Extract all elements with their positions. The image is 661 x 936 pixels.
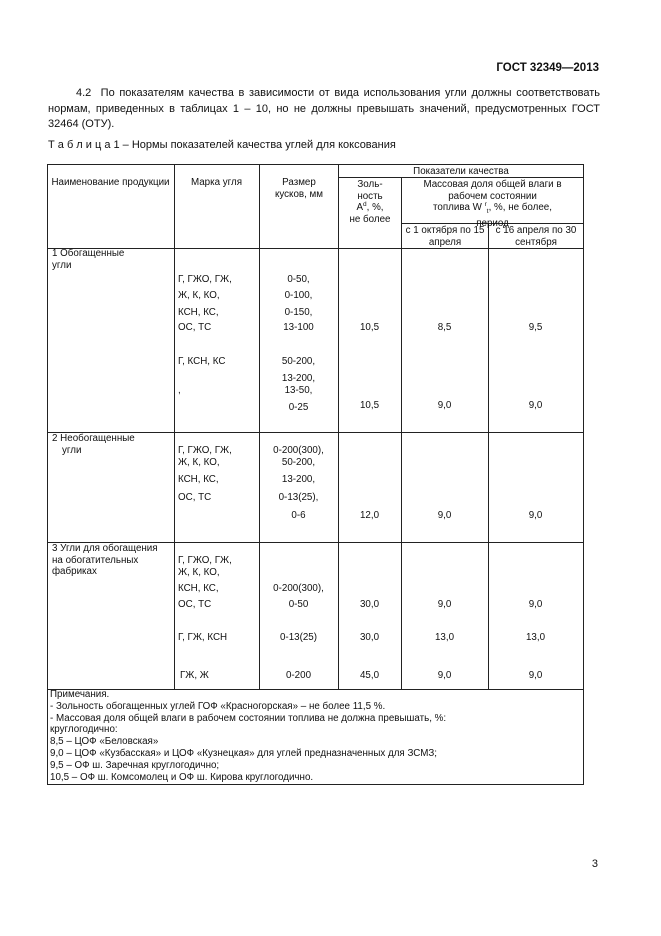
header-moisture-line4: период [476, 217, 509, 229]
header-size: Размер кусков, мм [274, 177, 324, 200]
header-moisture-line1: Массовая доля общей влаги в [423, 179, 562, 190]
paragraph-4-2 [48, 86, 600, 133]
size-cell: 50-200, [281, 356, 316, 367]
ash-cell: 30,0 [359, 599, 380, 610]
grade-cell: ОС, ТС [178, 322, 212, 333]
ash-cell: 45,0 [359, 670, 380, 681]
grade-cell: Ж, К, КО, [178, 290, 220, 301]
moisture-winter-cell: 9,0 [437, 599, 452, 610]
table-border [47, 164, 48, 785]
grade-cell: ОС, ТС [178, 492, 212, 503]
size-cell: 50-200, [281, 457, 316, 468]
ash-cell: 12,0 [359, 510, 380, 521]
grade-cell: КСН, КС, [178, 307, 219, 318]
note-line: 9,0 – ЦОФ «Кузбасская» и ЦОФ «Кузнецкая» для углей предназначенных для ЗСМЗ; [50, 747, 438, 759]
table-border [583, 164, 584, 785]
paragraph-text: По показателям качества в зависимости от вида использования угли должны соответствовать нормам, приведенных в таблицах 1 – 10, но не должны превышать значений, предусмотренных ГОСТ 32464 (ОТУ). [48, 87, 600, 130]
moisture-summer-cell: 13,0 [525, 632, 546, 643]
grade-cell: Г, ГЖО, ГЖ, [178, 555, 232, 566]
note-line: Примечания. [50, 689, 110, 700]
moisture-winter-cell: 13,0 [434, 632, 455, 643]
size-cell: 0-200(300), [273, 445, 324, 456]
size-cell: 13-200, [281, 373, 316, 384]
table-border [47, 784, 584, 785]
group-1-name: 1 Обогащенные угли [52, 248, 125, 271]
size-cell: 0-200 [285, 670, 312, 681]
grade-cell: Г, КСН, КС [178, 356, 226, 367]
moisture-winter-cell: 9,0 [437, 400, 452, 411]
note-line: 9,5 – ОФ ш. Заречная круглогодично; [50, 759, 220, 771]
grade-cell: Ж, К, КО, [178, 457, 220, 468]
size-cell: 13-100 [283, 322, 314, 333]
header-product: Наименование продукции [51, 177, 170, 188]
header-ash-line3: $A^d$, %, [356, 201, 384, 214]
note-line: - Зольность обогащенных углей ГОФ «Красногорская» – не более 11,5 %. [50, 700, 386, 712]
column-line [401, 177, 402, 689]
header-grade: Марка угля [190, 177, 243, 188]
moisture-summer-cell: 9,0 [528, 510, 543, 521]
header-quality: Показатели качества [413, 166, 509, 177]
column-line [174, 164, 175, 689]
moisture-winter-cell: 9,0 [437, 670, 452, 681]
size-cell: 0-6 [291, 510, 306, 521]
page-number: 3 [591, 858, 598, 870]
header-ash [339, 179, 401, 225]
note-line: 10,5 – ОФ ш. Комсомолец и ОФ ш. Кирова круглогодично. [50, 771, 314, 783]
grade-cell: ОС, ТС [178, 599, 212, 610]
size-cell: 0-100, [284, 290, 313, 301]
table-caption: Т а б л и ц а 1 – Нормы показателей качества углей для коксования [48, 139, 396, 151]
group-2-name: 2 Необогащенные угли [52, 433, 135, 456]
moisture-summer-cell: 9,5 [528, 322, 543, 333]
size-cell: 13-200, [281, 474, 316, 485]
ash-cell: 10,5 [359, 322, 380, 333]
table-border [47, 164, 584, 165]
moisture-summer-cell: 9,0 [528, 670, 543, 681]
grade-cell: Г, ГЖО, ГЖ, [178, 274, 232, 285]
quality-norms-table [47, 164, 584, 785]
moisture-winter-cell: 8,5 [437, 322, 452, 333]
header-period-1: с 1 октября по 15 апреля [405, 225, 485, 248]
group-3-name: 3 Угли для обогащения на обогатительных фабриках [52, 543, 158, 578]
size-cell: 0-25 [288, 402, 309, 413]
header-moisture-line3: топлива W $^r_t$, %, не более, [433, 201, 552, 216]
grade-cell: ГЖ, Ж [180, 670, 209, 681]
grade-cell: КСН, КС, [178, 474, 219, 485]
grade-cell: Г, ГЖО, ГЖ, [178, 445, 232, 456]
column-line [488, 223, 489, 689]
moisture-summer-cell: 9,0 [528, 400, 543, 411]
header-period-2: с 16 апреля по 30 сентября [495, 225, 577, 248]
grade-cell: Г, ГЖ, КСН [178, 632, 228, 643]
header-ash-line2: ность [357, 190, 383, 202]
table-notes [50, 689, 446, 783]
size-cell: 0-13(25), [278, 492, 319, 503]
size-cell: 0-50 [288, 599, 309, 610]
header-moisture [402, 179, 583, 229]
header-ash-line4: не более [349, 213, 391, 225]
moisture-winter-cell: 9,0 [437, 510, 452, 521]
size-cell: 13-50, [284, 385, 313, 396]
note-line: 8,5 – ЦОФ «Беловская» [50, 736, 159, 748]
grade-cell: Ж, К, КО, [178, 567, 220, 578]
size-cell: 0-13(25) [279, 632, 318, 643]
note-line: - Массовая доля общей влаги в рабочем состоянии топлива не должна превышать, %: [50, 712, 447, 724]
grade-cell: КСН, КС, [178, 583, 219, 594]
standard-code: ГОСТ 32349—2013 [496, 62, 599, 74]
header-ash-line1: Золь- [357, 179, 383, 190]
paragraph-number: 4.2 [76, 87, 92, 99]
note-line: круглогодично: [50, 724, 118, 736]
size-cell: 0-50, [287, 274, 310, 285]
moisture-summer-cell: 9,0 [528, 599, 543, 610]
size-cell: 0-200(300), [273, 583, 324, 594]
ash-cell: 30,0 [359, 632, 380, 643]
grade-cell: , [178, 385, 181, 396]
ash-cell: 10,5 [359, 400, 380, 411]
header-moisture-line2: рабочем состоянии [448, 190, 537, 202]
size-cell: 0-150, [284, 307, 313, 318]
